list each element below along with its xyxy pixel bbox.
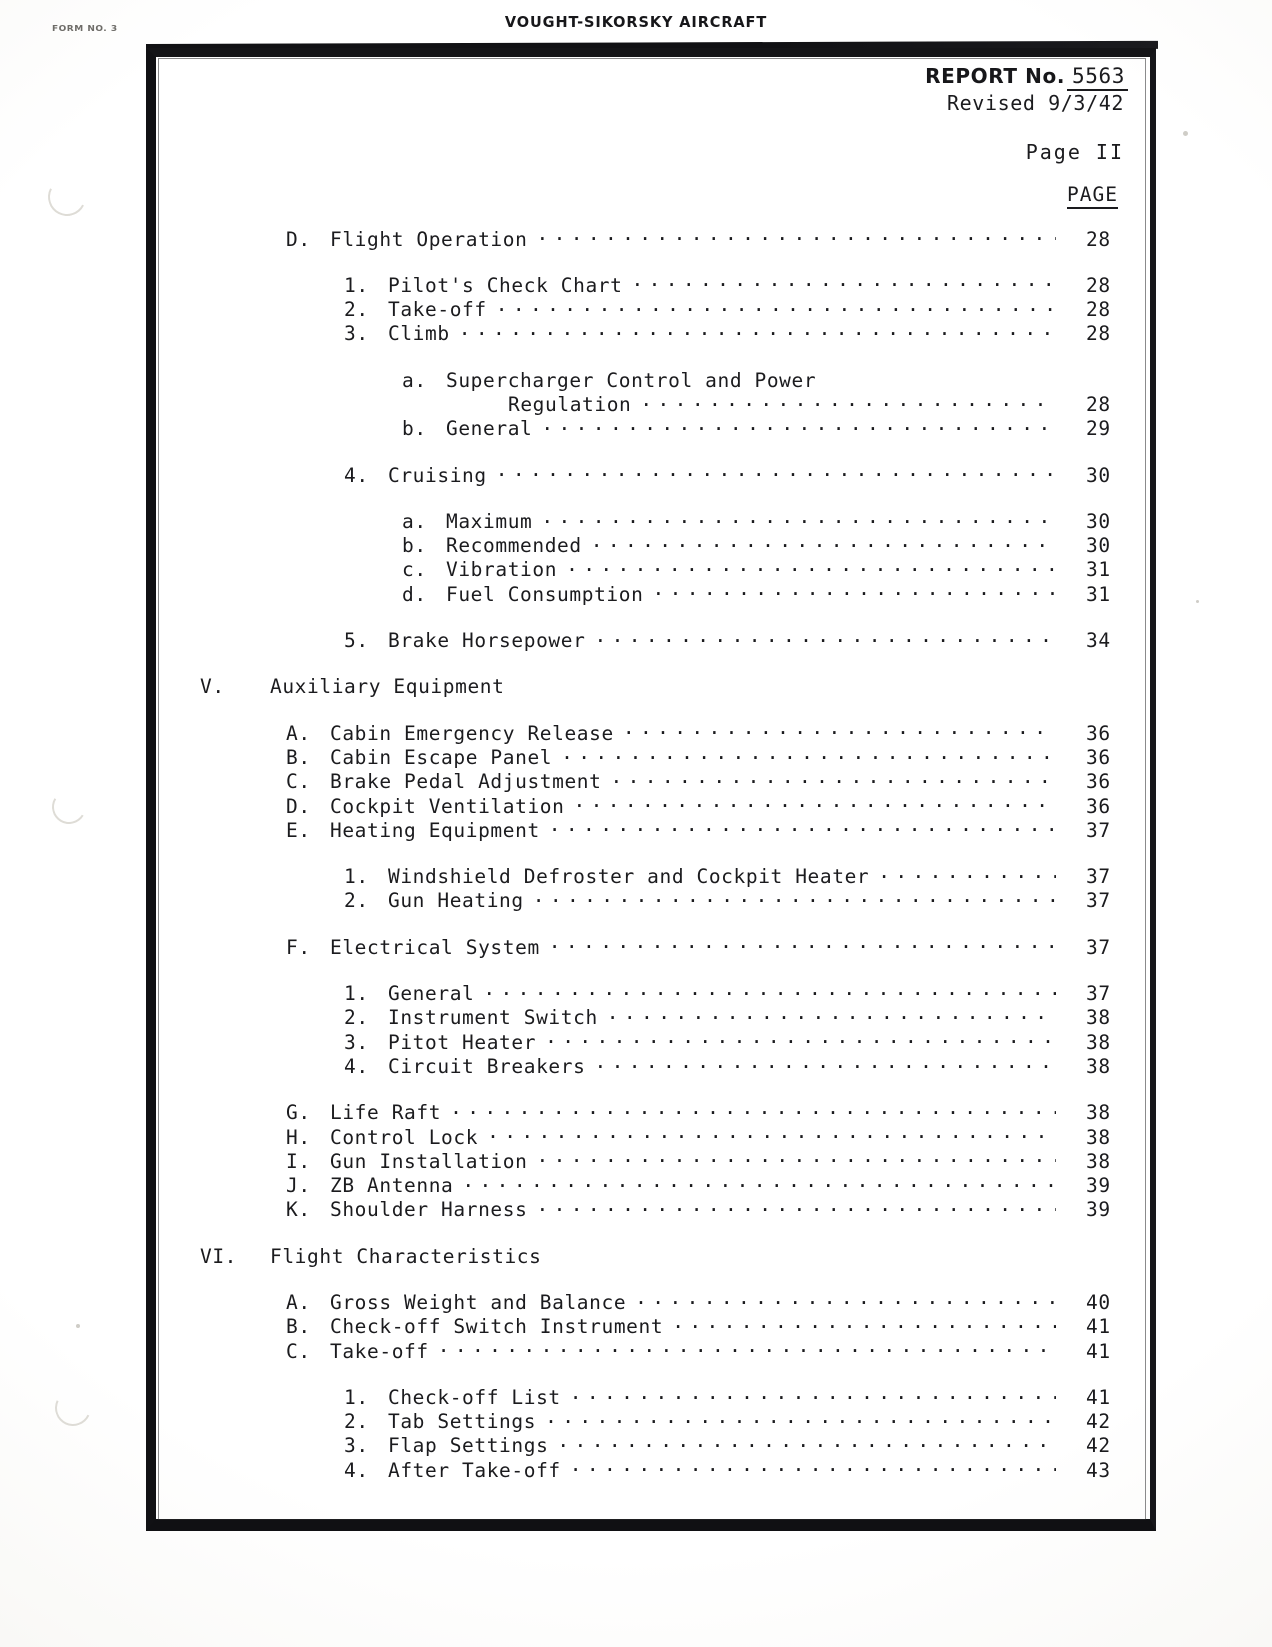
toc-page-number: 37: [1086, 935, 1111, 959]
toc-page-number: 36: [1086, 745, 1111, 769]
toc-leader-dots: [607, 1005, 1056, 1025]
toc-marker: C.: [286, 770, 311, 794]
toc-entry-label: Tab Settings: [388, 1410, 537, 1434]
toc-leader-dots: [483, 981, 1056, 1001]
toc-marker: 1.: [344, 1385, 369, 1409]
toc-row: [158, 1053, 1146, 1077]
toc-entry-label: Flap Settings: [388, 1434, 549, 1458]
toc-entry-label: Gun Heating: [388, 889, 524, 913]
toc-row: [158, 817, 1146, 841]
toc-marker: V.: [200, 675, 225, 699]
toc-entry-label: Heating Equipment: [330, 818, 540, 842]
toc-page-number: 38: [1086, 1101, 1111, 1125]
toc-leader-dots: [541, 416, 1056, 436]
toc-page-number: 28: [1086, 298, 1111, 322]
toc-row: [158, 1005, 1146, 1029]
report-number-value: 5563: [1067, 64, 1128, 91]
toc-entry-label: Shoulder Harness: [330, 1198, 528, 1222]
scan-speck: [1183, 131, 1188, 136]
toc-leader-dots: [541, 1243, 1056, 1263]
toc-row: [158, 226, 1146, 250]
toc-leader-dots: [623, 720, 1056, 740]
toc-page-number: 28: [1086, 227, 1111, 251]
toc-row: [158, 557, 1146, 581]
toc-marker: 2.: [344, 889, 369, 913]
toc-entry-label: Cockpit Ventilation: [330, 794, 565, 818]
toc-page-number: 30: [1086, 509, 1111, 533]
toc-page-number: 38: [1086, 1125, 1111, 1149]
toc-page-number: 36: [1086, 770, 1111, 794]
toc-entry-label: Control Lock: [330, 1125, 479, 1149]
company-name-header: VOUGHT-SIKORSKY AIRCRAFT: [504, 14, 768, 32]
toc-marker: 5.: [344, 629, 369, 653]
toc-row: [158, 581, 1146, 605]
toc-page-number: 43: [1086, 1458, 1111, 1482]
toc-leader-dots: [504, 674, 1056, 694]
toc-row: [158, 628, 1146, 652]
toc-leader-dots: [462, 1173, 1056, 1193]
toc-page-number: 37: [1086, 889, 1111, 913]
toc-page-number: 28: [1086, 273, 1111, 297]
toc-leader-dots: [496, 462, 1056, 482]
toc-entry-label: Recommended: [446, 534, 582, 558]
toc-marker: 2.: [344, 1006, 369, 1030]
toc-leader-dots: [566, 557, 1056, 577]
toc-row: [158, 1457, 1146, 1481]
toc-page-number: 31: [1086, 558, 1111, 582]
toc-row: [158, 321, 1146, 345]
toc-entry-label: Take-off: [388, 298, 487, 322]
toc-row: [158, 1314, 1146, 1338]
toc-leader-dots: [640, 391, 1056, 411]
toc-entry-label: Instrument Switch: [388, 1006, 598, 1030]
page-column-header: PAGE: [1067, 183, 1118, 209]
scan-speck: [1196, 600, 1199, 603]
toc-row: [158, 1173, 1146, 1197]
toc-leader-dots: [570, 1457, 1056, 1477]
toc-entry-label: Pitot Heater: [388, 1030, 537, 1054]
toc-leader-dots: [610, 769, 1056, 789]
toc-entry-label: Windshield Defroster and Cockpit Heater: [388, 865, 870, 889]
table-of-contents: [158, 226, 1146, 1482]
toc-row: [158, 981, 1146, 1005]
toc-row: [158, 1029, 1146, 1053]
toc-leader-dots: [594, 628, 1056, 648]
page-label: Page II: [1025, 140, 1124, 164]
toc-entry-label: Climb: [388, 322, 450, 346]
toc-row: [158, 1290, 1146, 1314]
toc-leader-dots: [438, 1338, 1056, 1358]
toc-page-number: 39: [1086, 1174, 1111, 1198]
toc-marker: B.: [286, 745, 311, 769]
toc-page-number: 38: [1086, 1054, 1111, 1078]
toc-entry-label: Cabin Emergency Release: [330, 721, 614, 745]
toc-marker: VI.: [200, 1244, 238, 1268]
toc-page-number: 42: [1086, 1434, 1111, 1458]
document-sheet: [158, 58, 1146, 1520]
toc-row: [158, 934, 1146, 958]
toc-leader-dots: [536, 1148, 1056, 1168]
toc-leader-dots: [536, 226, 1056, 246]
scan-speck: [76, 1324, 80, 1328]
toc-page-number: 28: [1086, 392, 1111, 416]
toc-leader-dots: [496, 297, 1056, 317]
toc-entry-label: Life Raft: [330, 1101, 442, 1125]
toc-leader-dots: [557, 1433, 1056, 1453]
toc-row: [158, 1124, 1146, 1148]
toc-page-number: 38: [1086, 1030, 1111, 1054]
toc-marker: b.: [402, 534, 427, 558]
toc-row: [158, 793, 1146, 817]
toc-page-number: 37: [1086, 865, 1111, 889]
toc-leader-dots: [570, 1384, 1056, 1404]
toc-row: [158, 391, 1146, 415]
toc-entry-label: Fuel Consumption: [446, 582, 644, 606]
toc-entry-label: Auxiliary Equipment: [270, 675, 505, 699]
toc-page-number: 34: [1086, 629, 1111, 653]
toc-marker: a.: [402, 368, 427, 392]
toc-page-number: 31: [1086, 582, 1111, 606]
toc-page-number: 42: [1086, 1410, 1111, 1434]
toc-row: [158, 1197, 1146, 1221]
toc-page-number: 30: [1086, 463, 1111, 487]
toc-marker: H.: [286, 1125, 311, 1149]
toc-page-number: 41: [1086, 1315, 1111, 1339]
toc-page-number: 40: [1086, 1291, 1111, 1314]
toc-row: [158, 744, 1146, 768]
toc-marker: 4.: [344, 1054, 369, 1078]
toc-entry-label: Take-off: [330, 1339, 429, 1363]
toc-page-number: 28: [1086, 322, 1111, 346]
toc-row: [158, 508, 1146, 532]
toc-leader-dots: [549, 817, 1056, 837]
toc-leader-dots: [549, 934, 1056, 954]
toc-row: [158, 416, 1146, 440]
toc-row: [158, 1100, 1146, 1124]
toc-page-number: 36: [1086, 721, 1111, 745]
revision-date: Revised 9/3/42: [947, 91, 1124, 115]
report-number-line: [925, 64, 1128, 88]
toc-leader-dots: [816, 367, 1056, 387]
toc-row: [158, 1384, 1146, 1408]
toc-marker: 1.: [344, 273, 369, 297]
toc-row: [158, 533, 1146, 557]
toc-entry-label: After Take-off: [388, 1458, 561, 1482]
toc-page-number: 37: [1086, 818, 1111, 842]
toc-marker: I.: [286, 1149, 311, 1173]
toc-entry-label: Electrical System: [330, 935, 540, 959]
toc-entry-label: Supercharger Control and Power: [446, 368, 817, 392]
toc-entry-label: Maximum: [446, 509, 533, 533]
toc-marker: E.: [286, 818, 311, 842]
toc-row: [158, 674, 1146, 698]
toc-page-number: 39: [1086, 1198, 1111, 1222]
toc-leader-dots: [573, 793, 1056, 813]
toc-marker: 3.: [344, 322, 369, 346]
toc-marker: 4.: [344, 463, 369, 487]
toc-marker: D.: [286, 794, 311, 818]
toc-page-number: 38: [1086, 1006, 1111, 1030]
toc-entry-label: Circuit Breakers: [388, 1054, 586, 1078]
toc-leader-dots: [672, 1314, 1056, 1334]
form-number-stamp: FORM NO. 3: [52, 24, 118, 34]
toc-leader-dots: [591, 533, 1056, 553]
toc-entry-label: Check-off List: [388, 1385, 561, 1409]
toc-row: [158, 367, 1146, 391]
toc-entry-label: Vibration: [446, 558, 558, 582]
toc-marker: B.: [286, 1315, 311, 1339]
toc-entry-label: Cabin Escape Panel: [330, 745, 553, 769]
toc-marker: G.: [286, 1101, 311, 1125]
toc-entry-label: ZB Antenna: [330, 1174, 454, 1198]
toc-row: [158, 1243, 1146, 1267]
toc-marker: J.: [286, 1174, 311, 1198]
toc-row: [158, 1148, 1146, 1172]
toc-leader-dots: [545, 1409, 1056, 1429]
toc-leader-dots: [541, 508, 1056, 528]
toc-entry-label: Flight Operation: [330, 227, 528, 251]
toc-page-number: 29: [1086, 417, 1111, 441]
toc-marker: A.: [286, 1291, 311, 1314]
toc-leader-dots: [533, 888, 1056, 908]
toc-leader-dots: [536, 1197, 1056, 1217]
toc-entry-label: Brake Pedal Adjustment: [330, 770, 602, 794]
toc-leader-dots: [459, 321, 1056, 341]
toc-marker: 1.: [344, 865, 369, 889]
toc-marker: 2.: [344, 1410, 369, 1434]
toc-leader-dots: [561, 744, 1056, 764]
toc-entry-label: Flight Characteristics: [270, 1244, 542, 1268]
toc-entry-label: Regulation: [508, 392, 632, 416]
toc-entry-label: Brake Horsepower: [388, 629, 586, 653]
toc-marker: D.: [286, 227, 311, 251]
toc-leader-dots: [594, 1053, 1056, 1073]
toc-entry-label: General: [446, 417, 533, 441]
toc-leader-dots: [635, 1290, 1056, 1310]
toc-marker: C.: [286, 1339, 311, 1363]
toc-leader-dots: [545, 1029, 1056, 1049]
toc-marker: c.: [402, 558, 427, 582]
toc-leader-dots: [631, 272, 1056, 292]
toc-row: [158, 297, 1146, 321]
toc-marker: 2.: [344, 298, 369, 322]
toc-marker: 4.: [344, 1458, 369, 1482]
toc-marker: a.: [402, 509, 427, 533]
toc-row: [158, 888, 1146, 912]
toc-marker: A.: [286, 721, 311, 745]
toc-leader-dots: [652, 581, 1056, 601]
toc-entry-label: Check-off Switch Instrument: [330, 1315, 664, 1339]
toc-page-number: 41: [1086, 1385, 1111, 1409]
toc-marker: 1.: [344, 982, 369, 1006]
toc-row: [158, 462, 1146, 486]
toc-entry-label: Gun Installation: [330, 1149, 528, 1173]
toc-entry-label: Cruising: [388, 463, 487, 487]
toc-page-number: 37: [1086, 982, 1111, 1006]
toc-row: [158, 272, 1146, 296]
toc-marker: 3.: [344, 1030, 369, 1054]
toc-entry-label: Gross Weight and Balance: [330, 1291, 627, 1314]
toc-page-number: 30: [1086, 534, 1111, 558]
toc-row: [158, 1433, 1146, 1457]
toc-leader-dots: [487, 1124, 1056, 1144]
toc-marker: b.: [402, 417, 427, 441]
toc-leader-dots: [878, 864, 1056, 884]
toc-row: [158, 720, 1146, 744]
toc-row: [158, 769, 1146, 793]
toc-row: [158, 1409, 1146, 1433]
toc-entry-label: Pilot's Check Chart: [388, 273, 623, 297]
toc-leader-dots: [450, 1100, 1056, 1120]
toc-marker: 3.: [344, 1434, 369, 1458]
toc-page-number: 41: [1086, 1339, 1111, 1363]
toc-row: [158, 1338, 1146, 1362]
toc-row: [158, 864, 1146, 888]
report-number-label: REPORT No.: [925, 64, 1066, 88]
toc-marker: d.: [402, 582, 427, 606]
toc-page-number: 36: [1086, 794, 1111, 818]
toc-marker: F.: [286, 935, 311, 959]
toc-marker: K.: [286, 1198, 311, 1222]
toc-page-number: 38: [1086, 1149, 1111, 1173]
toc-entry-label: General: [388, 982, 475, 1006]
